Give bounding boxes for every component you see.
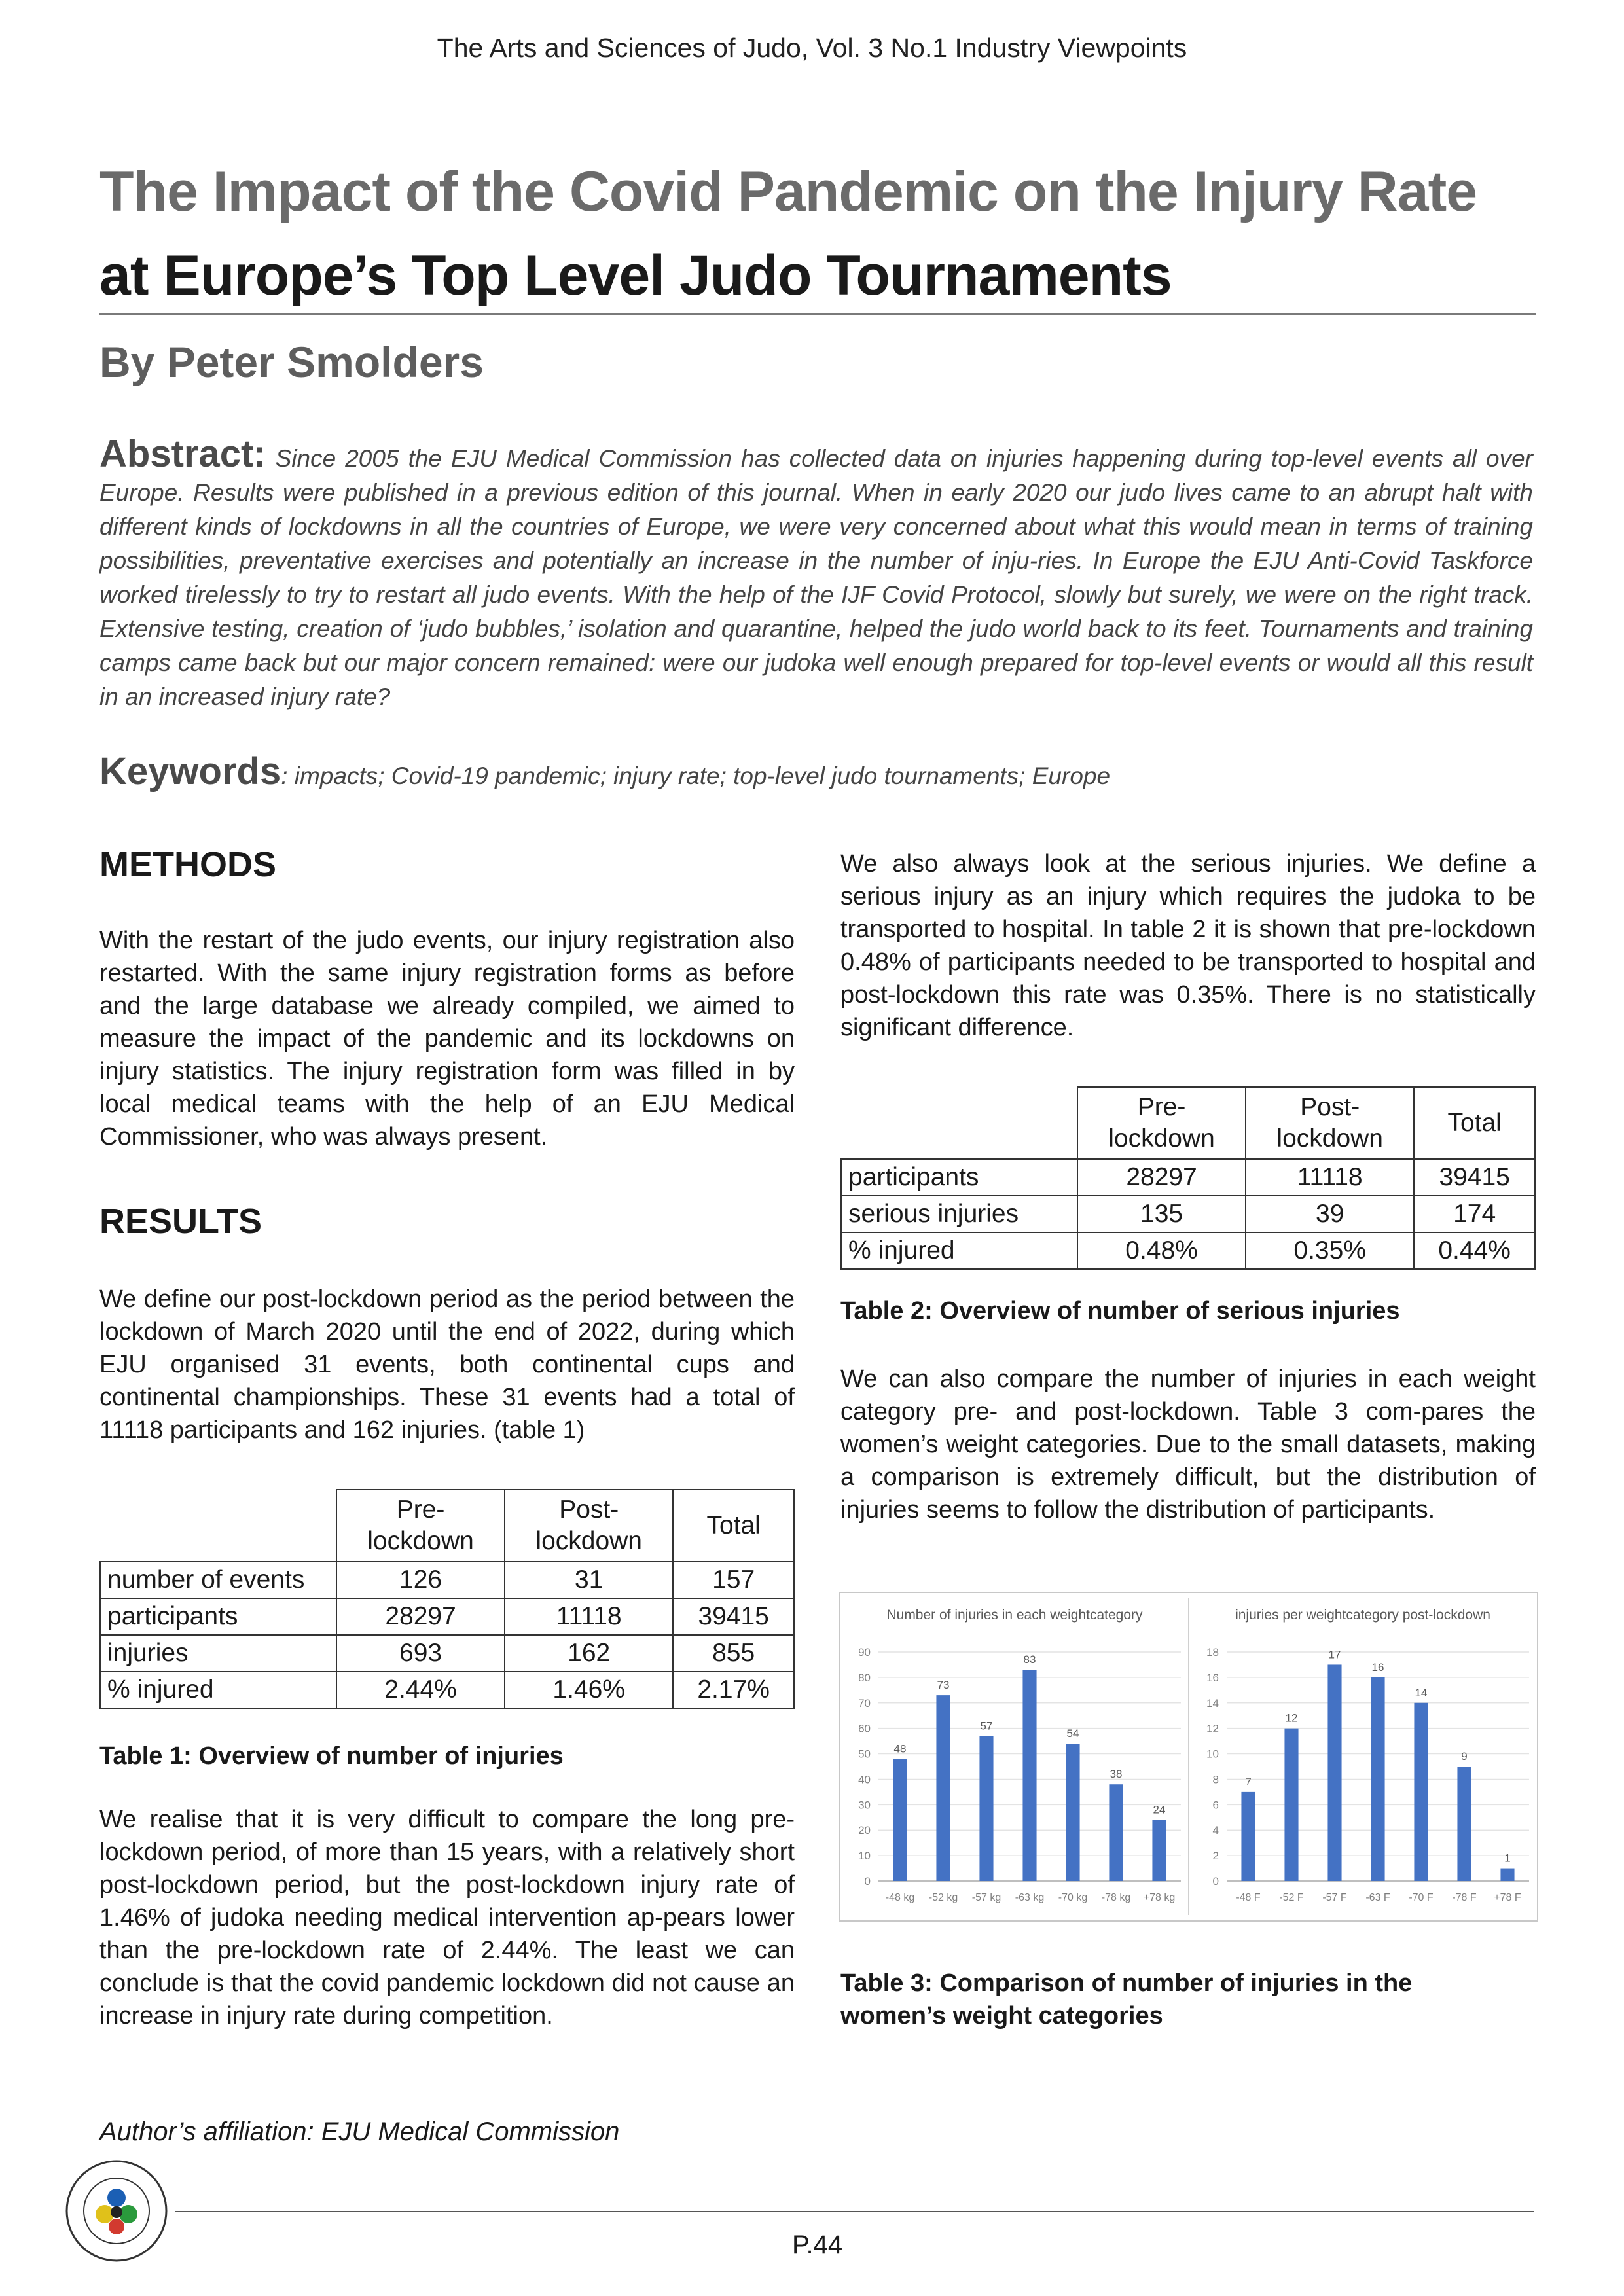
data-label: 7 [1245, 1775, 1252, 1788]
table-row [841, 1232, 1535, 1269]
chart-title: injuries per weightcategory post-lockdown [1235, 1607, 1490, 1623]
table-corner [841, 1087, 1077, 1159]
y-tick-label: 2 [1212, 1850, 1219, 1863]
ijf-emblem [64, 2159, 169, 2263]
table-cell: 157 [673, 1562, 794, 1598]
data-label: 73 [937, 1679, 950, 1692]
bar [1109, 1784, 1123, 1881]
x-tick-label: -48 F [1236, 1892, 1261, 1903]
y-tick-label: 6 [1212, 1799, 1219, 1812]
table-cell: 126 [336, 1562, 505, 1598]
table-header-row [100, 1490, 794, 1562]
data-label: 9 [1461, 1750, 1468, 1763]
y-tick-label: 0 [1212, 1875, 1219, 1888]
table-cell: 174 [1414, 1196, 1535, 1232]
table-cell: 28297 [1077, 1159, 1246, 1196]
bar [1327, 1664, 1341, 1881]
x-tick-label: -52 F [1279, 1892, 1304, 1903]
table-cell: 0.44% [1414, 1232, 1535, 1269]
page-number: P.44 [792, 2231, 843, 2259]
x-tick-label: -70 F [1409, 1892, 1434, 1903]
bar [1371, 1677, 1384, 1881]
table-cell: 28297 [336, 1598, 505, 1635]
table-cell: 135 [1077, 1196, 1246, 1232]
table-row [100, 1562, 794, 1598]
data-label: 57 [980, 1719, 993, 1732]
data-label: 38 [1110, 1768, 1123, 1781]
table-1-caption: Table 1: Overview of number of injuries [99, 1742, 564, 1770]
bar [1500, 1869, 1514, 1881]
bar [1457, 1767, 1471, 1881]
table-cell: 2.44% [336, 1672, 505, 1708]
y-tick-label: 50 [858, 1748, 871, 1761]
data-label: 54 [1066, 1727, 1079, 1740]
bar [1152, 1820, 1166, 1881]
row-label: injuries [100, 1635, 336, 1672]
bar [979, 1736, 993, 1881]
y-tick-label: 30 [858, 1799, 871, 1812]
row-label: serious injuries [841, 1196, 1077, 1232]
section-name: Industry Viewpoints [947, 33, 1187, 63]
table-header-row [841, 1087, 1535, 1159]
table-cell: 162 [505, 1635, 673, 1672]
table-row [100, 1598, 794, 1635]
bar-charts [840, 1593, 1537, 1920]
abstract-label: Abstract: [99, 433, 266, 475]
table-cell: 39415 [673, 1598, 794, 1635]
y-tick-label: 90 [858, 1646, 871, 1659]
table-header-cell: Pre- lockdown [336, 1490, 505, 1562]
x-tick-label: -78 kg [1101, 1892, 1131, 1903]
x-tick-label: +78 kg [1143, 1892, 1176, 1903]
data-label: 17 [1328, 1648, 1341, 1661]
results-text-1: We define our post-lockdown period as the period between the lockdown of March 2020 until the end of 2022, during which EJU organised 31 events, both continental cups and continental championships. These 31 events had a total of 11118 participants and 162 injuries. (table 1) [99, 1285, 795, 1444]
byline: By Peter Smolders [99, 338, 484, 386]
table-row [100, 1672, 794, 1708]
running-header [0, 33, 1624, 63]
methods-heading: METHODS [99, 845, 276, 884]
y-tick-label: 10 [858, 1850, 871, 1863]
abstract [99, 433, 1533, 714]
title-line-1: The Impact of the Covid Pandemic on the Injury Rate [99, 160, 1477, 223]
title-rule [99, 313, 1536, 315]
y-tick-label: 60 [858, 1722, 871, 1735]
table-cell: 1.46% [505, 1672, 673, 1708]
table-3-charts [839, 1592, 1538, 1922]
table-2-caption: Table 2: Overview of number of serious injuries [840, 1297, 1400, 1325]
row-label: number of events [100, 1562, 336, 1598]
right-text-2: We can also compare the number of injuries in each weight category pre- and post-lockdown. Table 3 com-pares the women’s weight categories. Due to the small datasets, making a comparison is extremely difficult, but the distribution of injuries seems to follow the distribution of participants. [840, 1365, 1536, 1524]
title-line-2: at Europe’s Top Level Judo Tournaments [99, 244, 1172, 307]
row-label: % injured [100, 1672, 336, 1708]
table-3-caption: Table 3: Comparison of number of injuries in the women’s weight categories [840, 1969, 1413, 2030]
table-row [841, 1159, 1535, 1196]
table-2 [840, 1086, 1536, 1270]
ijf-logo [64, 2159, 169, 2263]
results-text-2: We realise that it is very difficult to compare the long pre-lockdown period, of more than 15 years, with a relatively short post-lockdown period, but the post-lockdown injury rate of 1.46% of judoka needing medical intervention ap-pears lower than the pre-lockdown rate of 2.44%. The least we can conclude is that the covid pandemic lockdown did not cause an increase in injury rate during competition. [99, 1806, 795, 2030]
chart-title: Number of injuries in each weightcategory [886, 1607, 1143, 1623]
table-cell: 11118 [505, 1598, 673, 1635]
table-row [100, 1635, 794, 1672]
table-cell: 11118 [1246, 1159, 1414, 1196]
row-label: participants [841, 1159, 1077, 1196]
data-label: 48 [893, 1742, 907, 1755]
y-tick-label: 40 [858, 1773, 871, 1786]
table-corner [100, 1490, 336, 1562]
x-tick-label: -48 kg [885, 1892, 915, 1903]
y-tick-label: 14 [1206, 1696, 1219, 1710]
keywords-text: : impacts; Covid-19 pandemic; injury rate; top-level judo tournaments; Europe [281, 762, 1111, 789]
data-label: 1 [1504, 1852, 1511, 1865]
x-tick-label: -70 kg [1058, 1892, 1088, 1903]
bar [1066, 1744, 1079, 1881]
footer-rule [175, 2211, 1534, 2212]
x-tick-label: -57 F [1322, 1892, 1347, 1903]
x-tick-label: -57 kg [971, 1892, 1001, 1903]
x-tick-label: +78 F [1494, 1892, 1521, 1903]
x-tick-label: -63 kg [1015, 1892, 1045, 1903]
data-label: 83 [1023, 1653, 1036, 1666]
keywords [99, 749, 1110, 793]
data-label: 16 [1371, 1660, 1384, 1674]
table-header-cell: Total [673, 1490, 794, 1562]
bar [1414, 1703, 1428, 1881]
row-label: participants [100, 1598, 336, 1635]
right-text-1: We also always look at the serious injuries. We define a serious injury as an injury which requires the judoka to be transported to hospital. In table 2 it is shown that pre-lockdown 0.48% of participants needed to be transported to hospital and post-lockdown this rate was 0.35%. There is no statistically significant difference. [840, 850, 1536, 1041]
data-label: 14 [1415, 1686, 1428, 1699]
x-tick-label: -52 kg [928, 1892, 958, 1903]
row-label: % injured [841, 1232, 1077, 1269]
y-tick-label: 0 [864, 1875, 871, 1888]
bar [893, 1759, 907, 1881]
abstract-text: Since 2005 the EJU Medical Commission has collected data on injuries happening during top-level events all over Europe. Results were published in a previous edition of this journal. When in early 2020 our judo lives came to an abrupt halt with different kinds of lockdowns in all the countries of Europe, we were very concerned about what this would mean in terms of training possibilities, preventative exercises and potentially an increase in the number of inju-ries. In Europe the EJU Anti-Covid Taskforce worked tirelessly to try to restart all judo events. With the help of the IJF Covid Protocol, slowly but surely, we were on the right track. Extensive testing, creation of ‘judo bubbles,’ isolation and quarantine, helped the judo world back to its feet. Tournaments and training camps came back but our major concern remained: were our judoka well enough prepared for top-level events or would all this result in an increased injury rate? [99, 445, 1533, 710]
y-tick-label: 16 [1206, 1671, 1219, 1684]
bar [1241, 1792, 1255, 1881]
y-tick-label: 70 [858, 1696, 871, 1710]
methods-text: With the restart of the judo events, our injury registration also restarted. With the same injury registration forms as before and the large database we already compiled, we aimed to measure the impact of the pandemic and its lockdowns on injury statistics. The injury registration form was filled in by local medical teams with the help of an EJU Medical Commissioner, who was always present. [99, 927, 795, 1151]
y-tick-label: 12 [1206, 1722, 1219, 1735]
bar [936, 1695, 950, 1881]
table-cell: 2.17% [673, 1672, 794, 1708]
y-tick-label: 80 [858, 1671, 871, 1684]
y-tick-label: 18 [1206, 1646, 1219, 1659]
table-cell: 39415 [1414, 1159, 1535, 1196]
x-tick-label: -78 F [1452, 1892, 1477, 1903]
keywords-label: Keywords [99, 750, 281, 793]
table-header-cell: Post- lockdown [1246, 1087, 1414, 1159]
y-tick-label: 10 [1206, 1748, 1219, 1761]
data-label: 24 [1153, 1803, 1166, 1816]
table-header-cell: Total [1414, 1087, 1535, 1159]
table-cell: 39 [1246, 1196, 1414, 1232]
journal-name: The Arts and Sciences of Judo, Vol. 3 No.1 [437, 33, 948, 63]
y-tick-label: 20 [858, 1824, 871, 1837]
x-tick-label: -63 F [1365, 1892, 1390, 1903]
y-tick-label: 4 [1212, 1824, 1219, 1837]
table-header-cell: Post- lockdown [505, 1490, 673, 1562]
table-cell: 31 [505, 1562, 673, 1598]
table-row [841, 1196, 1535, 1232]
table-cell: 693 [336, 1635, 505, 1672]
results-heading: RESULTS [99, 1202, 262, 1241]
y-tick-label: 8 [1212, 1773, 1219, 1786]
data-label: 12 [1285, 1712, 1298, 1725]
table-cell: 0.35% [1246, 1232, 1414, 1269]
author-affiliation: Author’s affiliation: EJU Medical Commission [99, 2117, 620, 2146]
table-cell: 855 [673, 1635, 794, 1672]
table-header-cell: Pre- lockdown [1077, 1087, 1246, 1159]
table-cell: 0.48% [1077, 1232, 1246, 1269]
bar [1284, 1729, 1298, 1881]
table-1 [99, 1489, 795, 1709]
bar [1022, 1670, 1036, 1881]
